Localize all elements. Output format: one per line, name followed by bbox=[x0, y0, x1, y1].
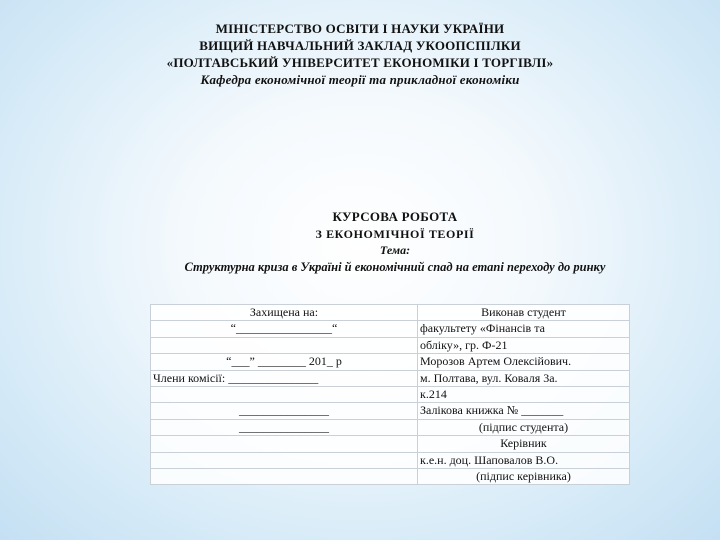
left-cell bbox=[151, 469, 418, 485]
signature-table bbox=[150, 304, 630, 485]
right-cell: (підпис керівника) bbox=[418, 469, 630, 485]
right-cell: Залікова книжка № _______ bbox=[418, 403, 630, 419]
topic-title: Структурна криза в Україні й економічний спад на етапі переходу до ринку bbox=[184, 260, 606, 274]
work-subject: З ЕКОНОМІЧНОЇ ТЕОРІЇ bbox=[315, 227, 475, 241]
table-row bbox=[151, 469, 630, 485]
right-cell: Морозов Артем Олексійович. bbox=[418, 354, 630, 370]
table-row bbox=[151, 387, 630, 403]
left-cell: _______________ bbox=[151, 403, 418, 419]
work-type: КУРСОВА РОБОТА bbox=[332, 209, 458, 224]
right-cell: Виконав студент bbox=[418, 305, 630, 321]
right-cell: обліку», гр. Ф-21 bbox=[418, 337, 630, 353]
left-cell bbox=[151, 452, 418, 468]
table-row bbox=[151, 354, 630, 370]
right-cell: (підпис студента) bbox=[418, 419, 630, 435]
table-row bbox=[151, 305, 630, 321]
ministry-header bbox=[0, 20, 720, 88]
left-cell: “________________“ bbox=[151, 321, 418, 337]
table-row bbox=[151, 321, 630, 337]
department-name: Кафедра економічної теорії та прикладної економіки bbox=[200, 72, 520, 87]
right-cell: к.е.н. доц. Шаповалов В.О. bbox=[418, 452, 630, 468]
table-row bbox=[151, 452, 630, 468]
table-row bbox=[151, 403, 630, 419]
left-cell bbox=[151, 436, 418, 452]
left-cell: Члени комісії: _______________ bbox=[151, 370, 418, 386]
topic-label: Тема: bbox=[379, 243, 411, 257]
table-row bbox=[151, 337, 630, 353]
left-cell: _______________ bbox=[151, 419, 418, 435]
left-cell bbox=[151, 337, 418, 353]
ministry-name: МІНІСТЕРСТВО ОСВІТИ І НАУКИ УКРАЇНИ bbox=[215, 21, 505, 36]
right-cell: Керівник bbox=[418, 436, 630, 452]
left-cell bbox=[151, 387, 418, 403]
right-cell: факультету «Фінансів та bbox=[418, 321, 630, 337]
table-row bbox=[151, 370, 630, 386]
left-cell: “___” ________ 201_ р bbox=[151, 354, 418, 370]
university-name: «ПОЛТАВСЬКИЙ УНІВЕРСИТЕТ ЕКОНОМІКИ І ТОРГІВЛІ» bbox=[166, 55, 554, 70]
left-cell: Захищена на: bbox=[151, 305, 418, 321]
table-row bbox=[151, 436, 630, 452]
work-title-block bbox=[0, 208, 720, 276]
table-row bbox=[151, 419, 630, 435]
right-cell: м. Полтава, вул. Коваля 3а. bbox=[418, 370, 630, 386]
right-cell: к.214 bbox=[418, 387, 630, 403]
institution-name: ВИЩИЙ НАВЧАЛЬНИЙ ЗАКЛАД УКООПСПІЛКИ bbox=[199, 38, 521, 53]
